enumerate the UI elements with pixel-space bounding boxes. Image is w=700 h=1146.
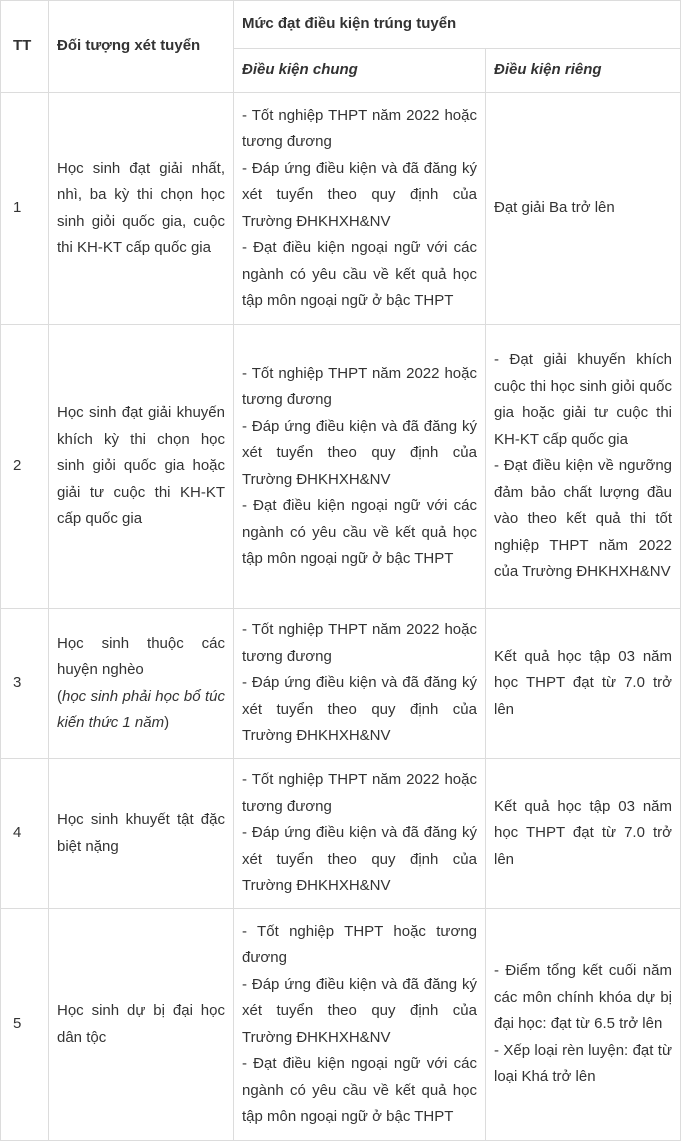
- general-line: - Đáp ứng điều kiện và đã đăng ký xét tuyển theo quy định của Trường ĐHKHXH&NV: [242, 674, 477, 745]
- general-cell: [234, 93, 486, 325]
- specific-line: - Điểm tổng kết cuối năm các môn chính khóa dự bị đại học: đạt từ 6.5 trở lên: [494, 962, 672, 1033]
- general-line: - Đáp ứng điều kiện và đã đăng ký xét tuyển theo quy định của Trường ĐHKHXH&NV: [242, 975, 477, 1046]
- table-row: [1, 759, 681, 909]
- row-number: 4: [1, 759, 49, 909]
- table-row: [1, 93, 681, 325]
- general-line: - Đáp ứng điều kiện và đã đăng ký xét tuyển theo quy định của Trường ĐHKHXH&NV: [242, 824, 477, 895]
- specific-line: - Đạt giải khuyến khích cuộc thi học sinh giỏi quốc gia hoặc giải tư cuộc thi KH-KT cấp quốc gia: [494, 351, 672, 448]
- table-row: [1, 909, 681, 1141]
- general-line: - Tốt nghiệp THPT năm 2022 hoặc tương đương: [242, 106, 477, 150]
- target-cell: Học sinh đạt giải khuyến khích kỳ thi chọn học sinh giỏi quốc gia hoặc giải tư cuộc thi KH-KT cấp quốc gia: [49, 325, 234, 609]
- specific-line: Kết quả học tập 03 năm học THPT đạt từ 7.0 trở lên: [494, 797, 672, 868]
- row-number: 5: [1, 909, 49, 1141]
- row-number: 1: [1, 93, 49, 325]
- header-level: Mức đạt điều kiện trúng tuyển: [234, 1, 681, 49]
- specific-line: - Xếp loại rèn luyện: đạt từ loại Khá trở lên: [494, 1041, 672, 1086]
- table-row: [1, 325, 681, 609]
- general-line: - Đạt điều kiện ngoại ngữ với các ngành có yêu cầu về kết quả học tập môn ngoại ngữ ở bậc THPT: [242, 239, 477, 309]
- target-note: học sinh phải học bổ túc kiến thức 1 năm: [57, 687, 225, 731]
- specific-line: - Đạt điều kiện về ngưỡng đảm bảo chất lượng đầu vào theo kết quả thi tốt nghiệp THPT năm 2022 của Trường ĐHKHXH&NV: [494, 457, 672, 581]
- specific-cell: [486, 909, 681, 1141]
- specific-cell: [486, 325, 681, 609]
- general-line: - Đạt điều kiện ngoại ngữ với các ngành có yêu cầu về kết quả học tập môn ngoại ngữ ở bậc THPT: [242, 497, 477, 567]
- row-number: 3: [1, 609, 49, 759]
- header-tt: TT: [1, 1, 49, 93]
- general-line: - Tốt nghiệp THPT năm 2022 hoặc tương đương: [242, 364, 477, 408]
- specific-line: Kết quả học tập 03 năm học THPT đạt từ 7.0 trở lên: [494, 647, 672, 718]
- specific-cell: [486, 93, 681, 325]
- header-target: Đối tượng xét tuyển: [49, 1, 234, 93]
- target-cell: Học sinh thuộc các huyện nghèo (học sinh phải học bổ túc kiến thức 1 năm): [49, 609, 234, 759]
- row-number: 2: [1, 325, 49, 609]
- general-cell: [234, 609, 486, 759]
- specific-line: Đạt giải Ba trở lên: [494, 199, 615, 217]
- general-line: - Tốt nghiệp THPT hoặc tương đương: [242, 922, 477, 966]
- general-cell: [234, 759, 486, 909]
- header-general: Điều kiện chung: [234, 49, 486, 93]
- table-row: [1, 609, 681, 759]
- header-specific: Điều kiện riêng: [486, 49, 681, 93]
- general-line: - Tốt nghiệp THPT năm 2022 hoặc tương đương: [242, 621, 477, 665]
- general-cell: [234, 909, 486, 1141]
- general-line: - Đáp ứng điều kiện và đã đăng ký xét tuyển theo quy định của Trường ĐHKHXH&NV: [242, 417, 477, 488]
- target-text: Học sinh thuộc các huyện nghèo: [57, 634, 225, 678]
- general-line: - Tốt nghiệp THPT năm 2022 hoặc tương đương: [242, 771, 477, 815]
- general-line: - Đạt điều kiện ngoại ngữ với các ngành có yêu cầu về kết quả học tập môn ngoại ngữ ở bậc THPT: [242, 1055, 477, 1125]
- target-cell: Học sinh khuyết tật đặc biệt nặng: [49, 759, 234, 909]
- general-cell: [234, 325, 486, 609]
- specific-cell: [486, 609, 681, 759]
- specific-cell: [486, 759, 681, 909]
- target-cell: Học sinh dự bị đại học dân tộc: [49, 909, 234, 1141]
- target-cell: Học sinh đạt giải nhất, nhì, ba kỳ thi chọn học sinh giỏi quốc gia, cuộc thi KH-KT cấp quốc gia: [49, 93, 234, 325]
- general-line: - Đáp ứng điều kiện và đã đăng ký xét tuyển theo quy định của Trường ĐHKHXH&NV: [242, 159, 477, 230]
